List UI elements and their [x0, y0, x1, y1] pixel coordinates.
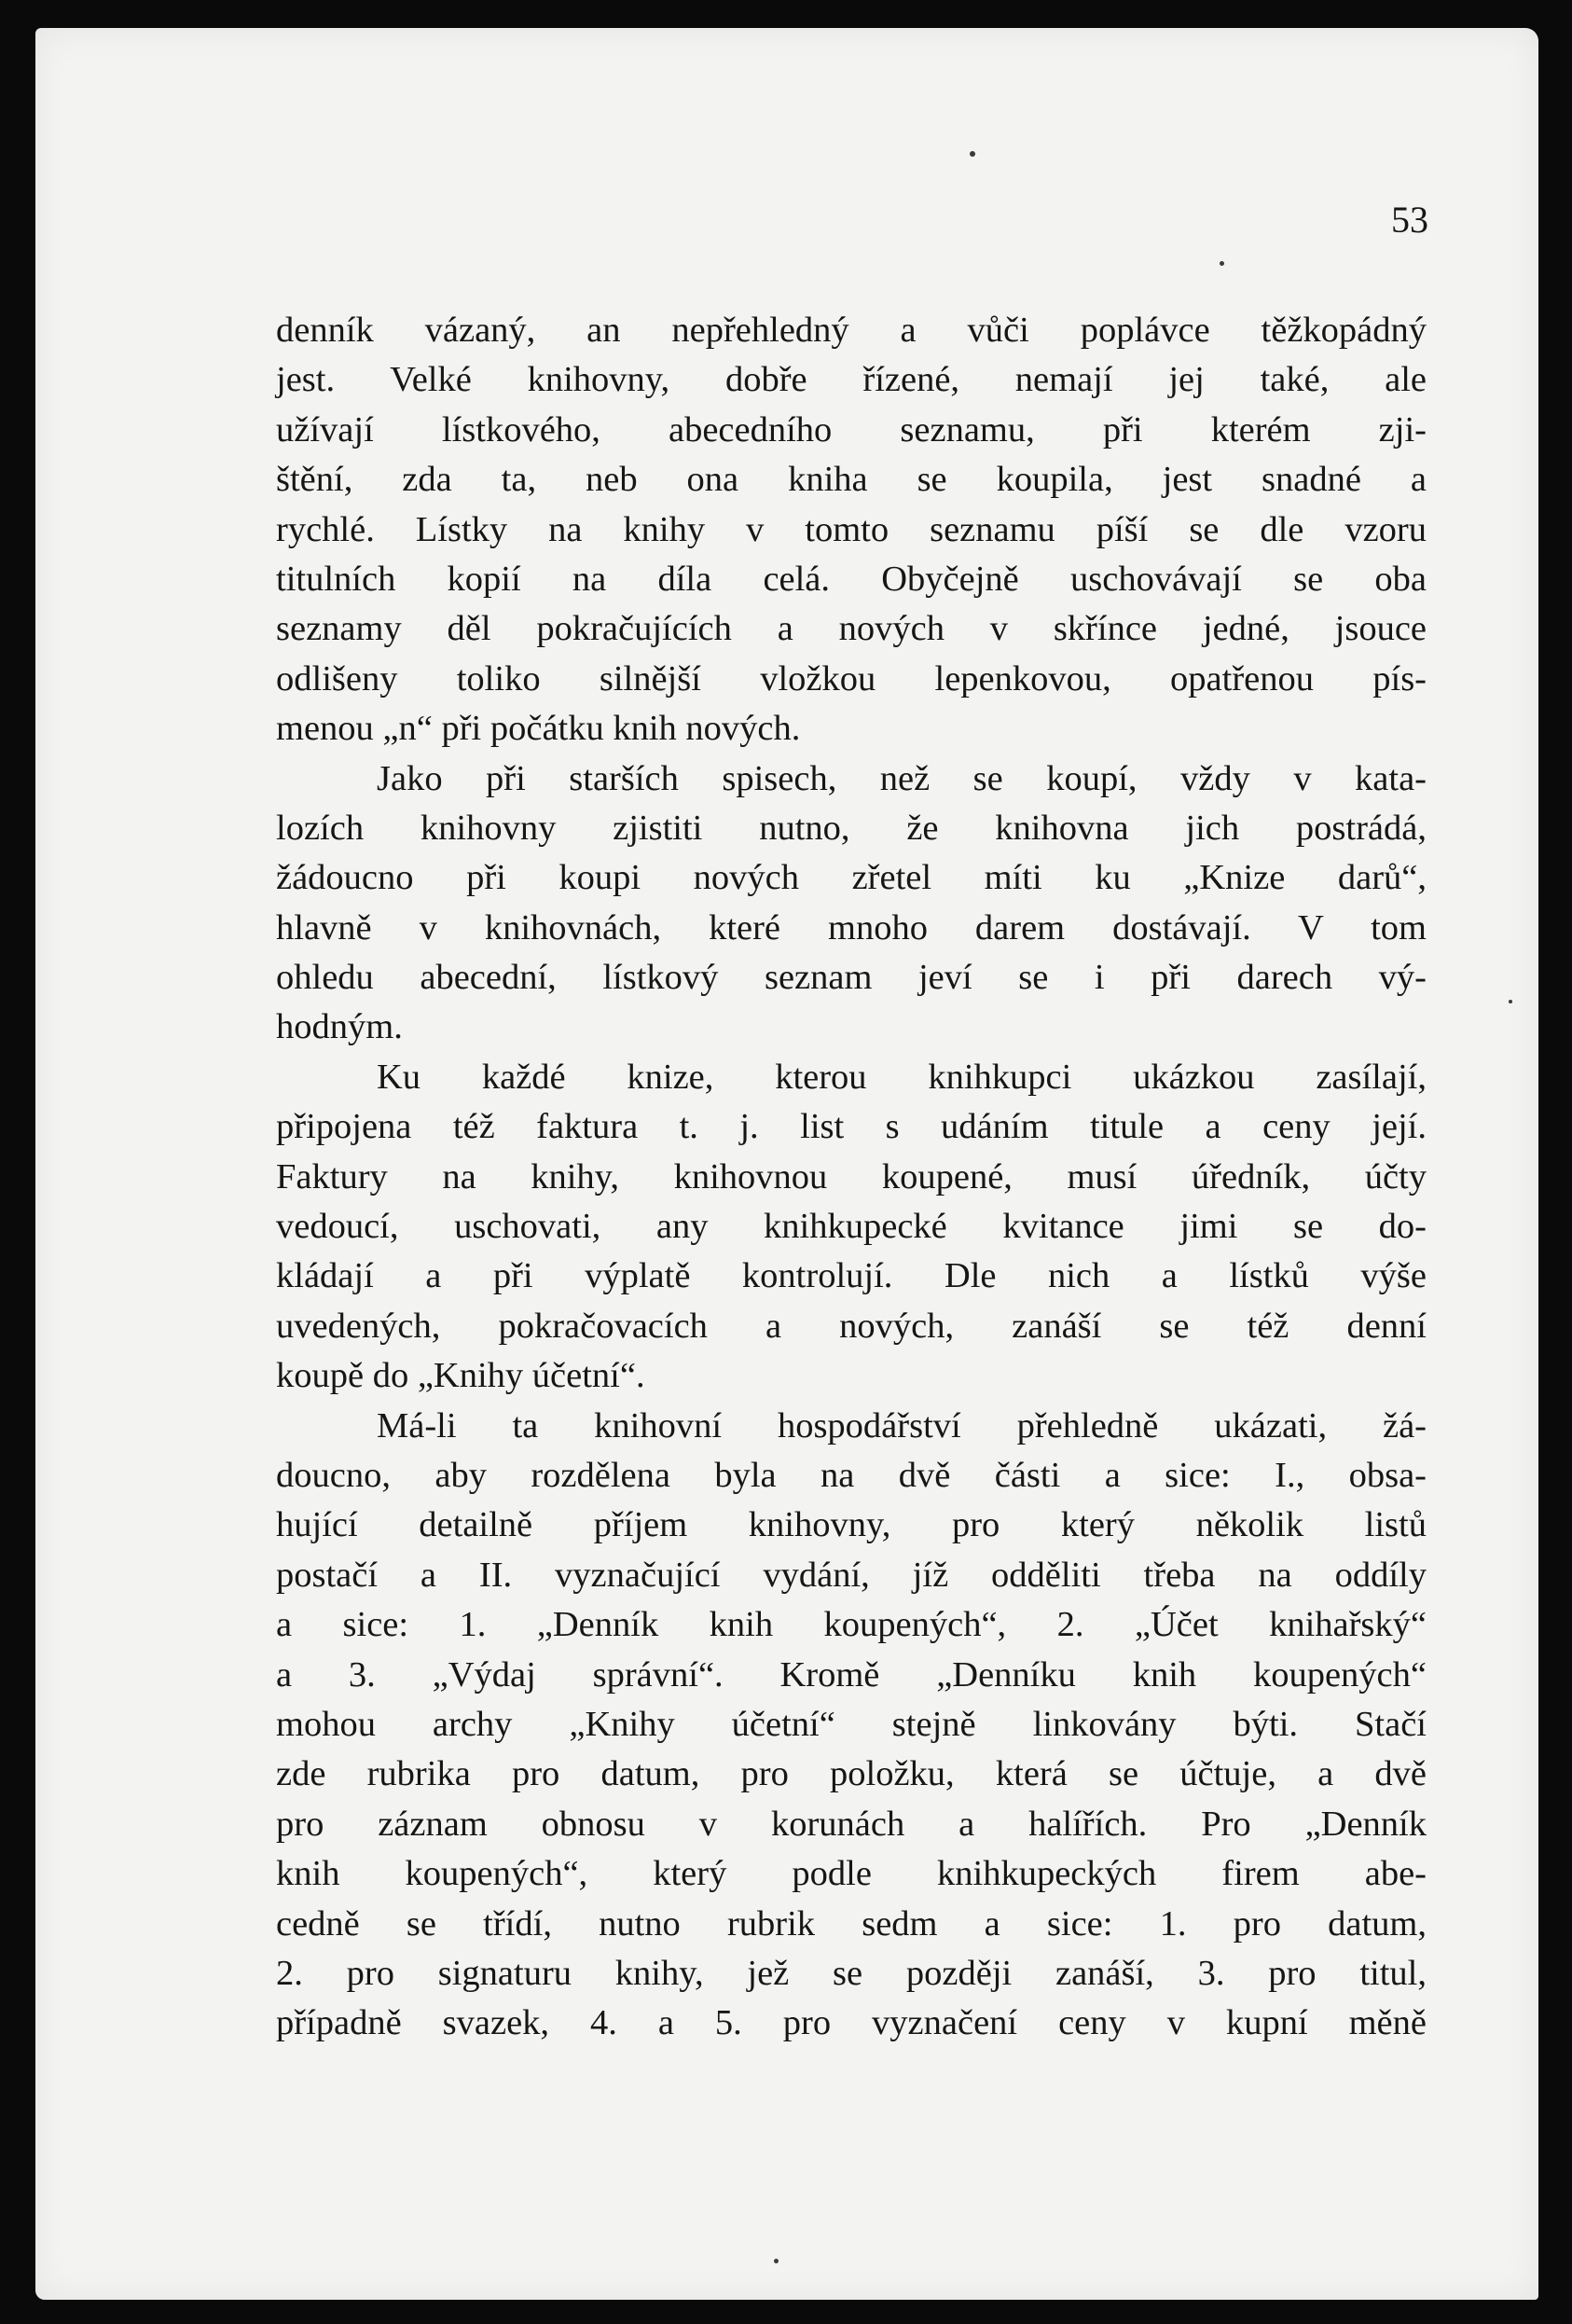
text-line: hlavně v knihovnách, které mnoho darem dostávají. V tom	[276, 907, 1427, 948]
text-line: pro záznam obnosu v korunách a halířích. Pro „Denník	[276, 1804, 1427, 1844]
text-line: a 3. „Výdaj správní“. Kromě „Denníku knih koupených“	[276, 1654, 1427, 1695]
ink-speck	[1509, 1000, 1512, 1003]
text-line: lozích knihovny zjistiti nutno, že knihovna jich postrádá,	[276, 808, 1427, 848]
text-line: denník vázaný, an nepřehledný a vůči poplávce těžkopádný	[276, 311, 1427, 350]
ink-speck	[774, 2259, 779, 2263]
ink-speck	[1220, 261, 1224, 266]
text-line: Má-li ta knihovní hospodářství přehledně ukázati, žá-	[377, 1405, 1427, 1446]
ink-speck	[970, 151, 975, 157]
text-line: Faktury na knihy, knihovnou koupené, musí úředník, účty	[276, 1156, 1427, 1197]
text-line: štění, zda ta, neb ona kniha se koupila, jest snadné a	[276, 460, 1427, 500]
text-line: seznamy děl pokračujících a nových v skřínce jedné, jsouce	[276, 609, 1427, 649]
text-line: Jako při starších spisech, než se koupí, vždy v kata-	[377, 758, 1427, 798]
text-line: Ku každé knize, kterou knihkupci ukázkou zasílají,	[377, 1057, 1427, 1097]
text-line: vedoucí, uschovati, any knihkupecké kvitance jimi se do-	[276, 1207, 1427, 1247]
text-line: kládají a při výplatě kontrolují. Dle nich a lístků výše	[276, 1256, 1427, 1296]
text-line: menou „n“ při počátku knih nových.	[276, 709, 801, 749]
text-line: ohledu abecední, lístkový seznam jeví se i při darech vý-	[276, 958, 1427, 998]
body-text	[276, 306, 1427, 2049]
text-line: případně svazek, 4. a 5. pro vyznačení ceny v kupní měně	[276, 2003, 1427, 2043]
text-line: zde rubrika pro datum, pro položku, která se účtuje, a dvě	[276, 1754, 1427, 1794]
text-line: jest. Velké knihovny, dobře řízené, nemají jej také, ale	[276, 360, 1427, 400]
text-line: hodným.	[276, 1007, 403, 1047]
text-line: doucno, aby rozdělena byla na dvě části a sice: I., obsa-	[276, 1455, 1427, 1495]
book-page	[35, 28, 1538, 2300]
page-number: 53	[1391, 199, 1428, 241]
text-line: žádoucno při koupi nových zřetel míti ku „Knize darů“,	[276, 858, 1427, 898]
text-line: koupě do „Knihy účetní“.	[276, 1356, 645, 1396]
text-line: 2. pro signaturu knihy, jež se později zanáší, 3. pro titul,	[276, 1953, 1427, 1993]
text-line: odlišeny toliko silnější vložkou lepenkovou, opatřenou pís-	[276, 658, 1427, 699]
text-line: postačí a II. vyznačující vydání, jíž odděliti třeba na oddíly	[276, 1555, 1427, 1595]
text-line: cedně se třídí, nutno rubrik sedm a sice: 1. pro datum,	[276, 1903, 1427, 1944]
text-line: titulních kopií na díla celá. Obyčejně uschovávají se oba	[276, 559, 1427, 599]
text-line: připojena též faktura t. j. list s udáním titule a ceny její.	[276, 1107, 1427, 1147]
text-line: knih koupených“, který podle knihkupeckých firem abe-	[276, 1854, 1427, 1894]
text-line: uvedených, pokračovacích a nových, zanáší se též denní	[276, 1306, 1427, 1346]
text-line: užívají lístkového, abecedního seznamu, při kterém zji-	[276, 409, 1427, 450]
text-line: rychlé. Lístky na knihy v tomto seznamu píší se dle vzoru	[276, 509, 1427, 549]
text-line: hující detailně příjem knihovny, pro který několik listů	[276, 1505, 1427, 1545]
text-line: a sice: 1. „Denník knih koupených“, 2. „Účet knihařský“	[276, 1605, 1427, 1645]
text-line: mohou archy „Knihy účetní“ stejně linkovány býti. Stačí	[276, 1704, 1427, 1744]
